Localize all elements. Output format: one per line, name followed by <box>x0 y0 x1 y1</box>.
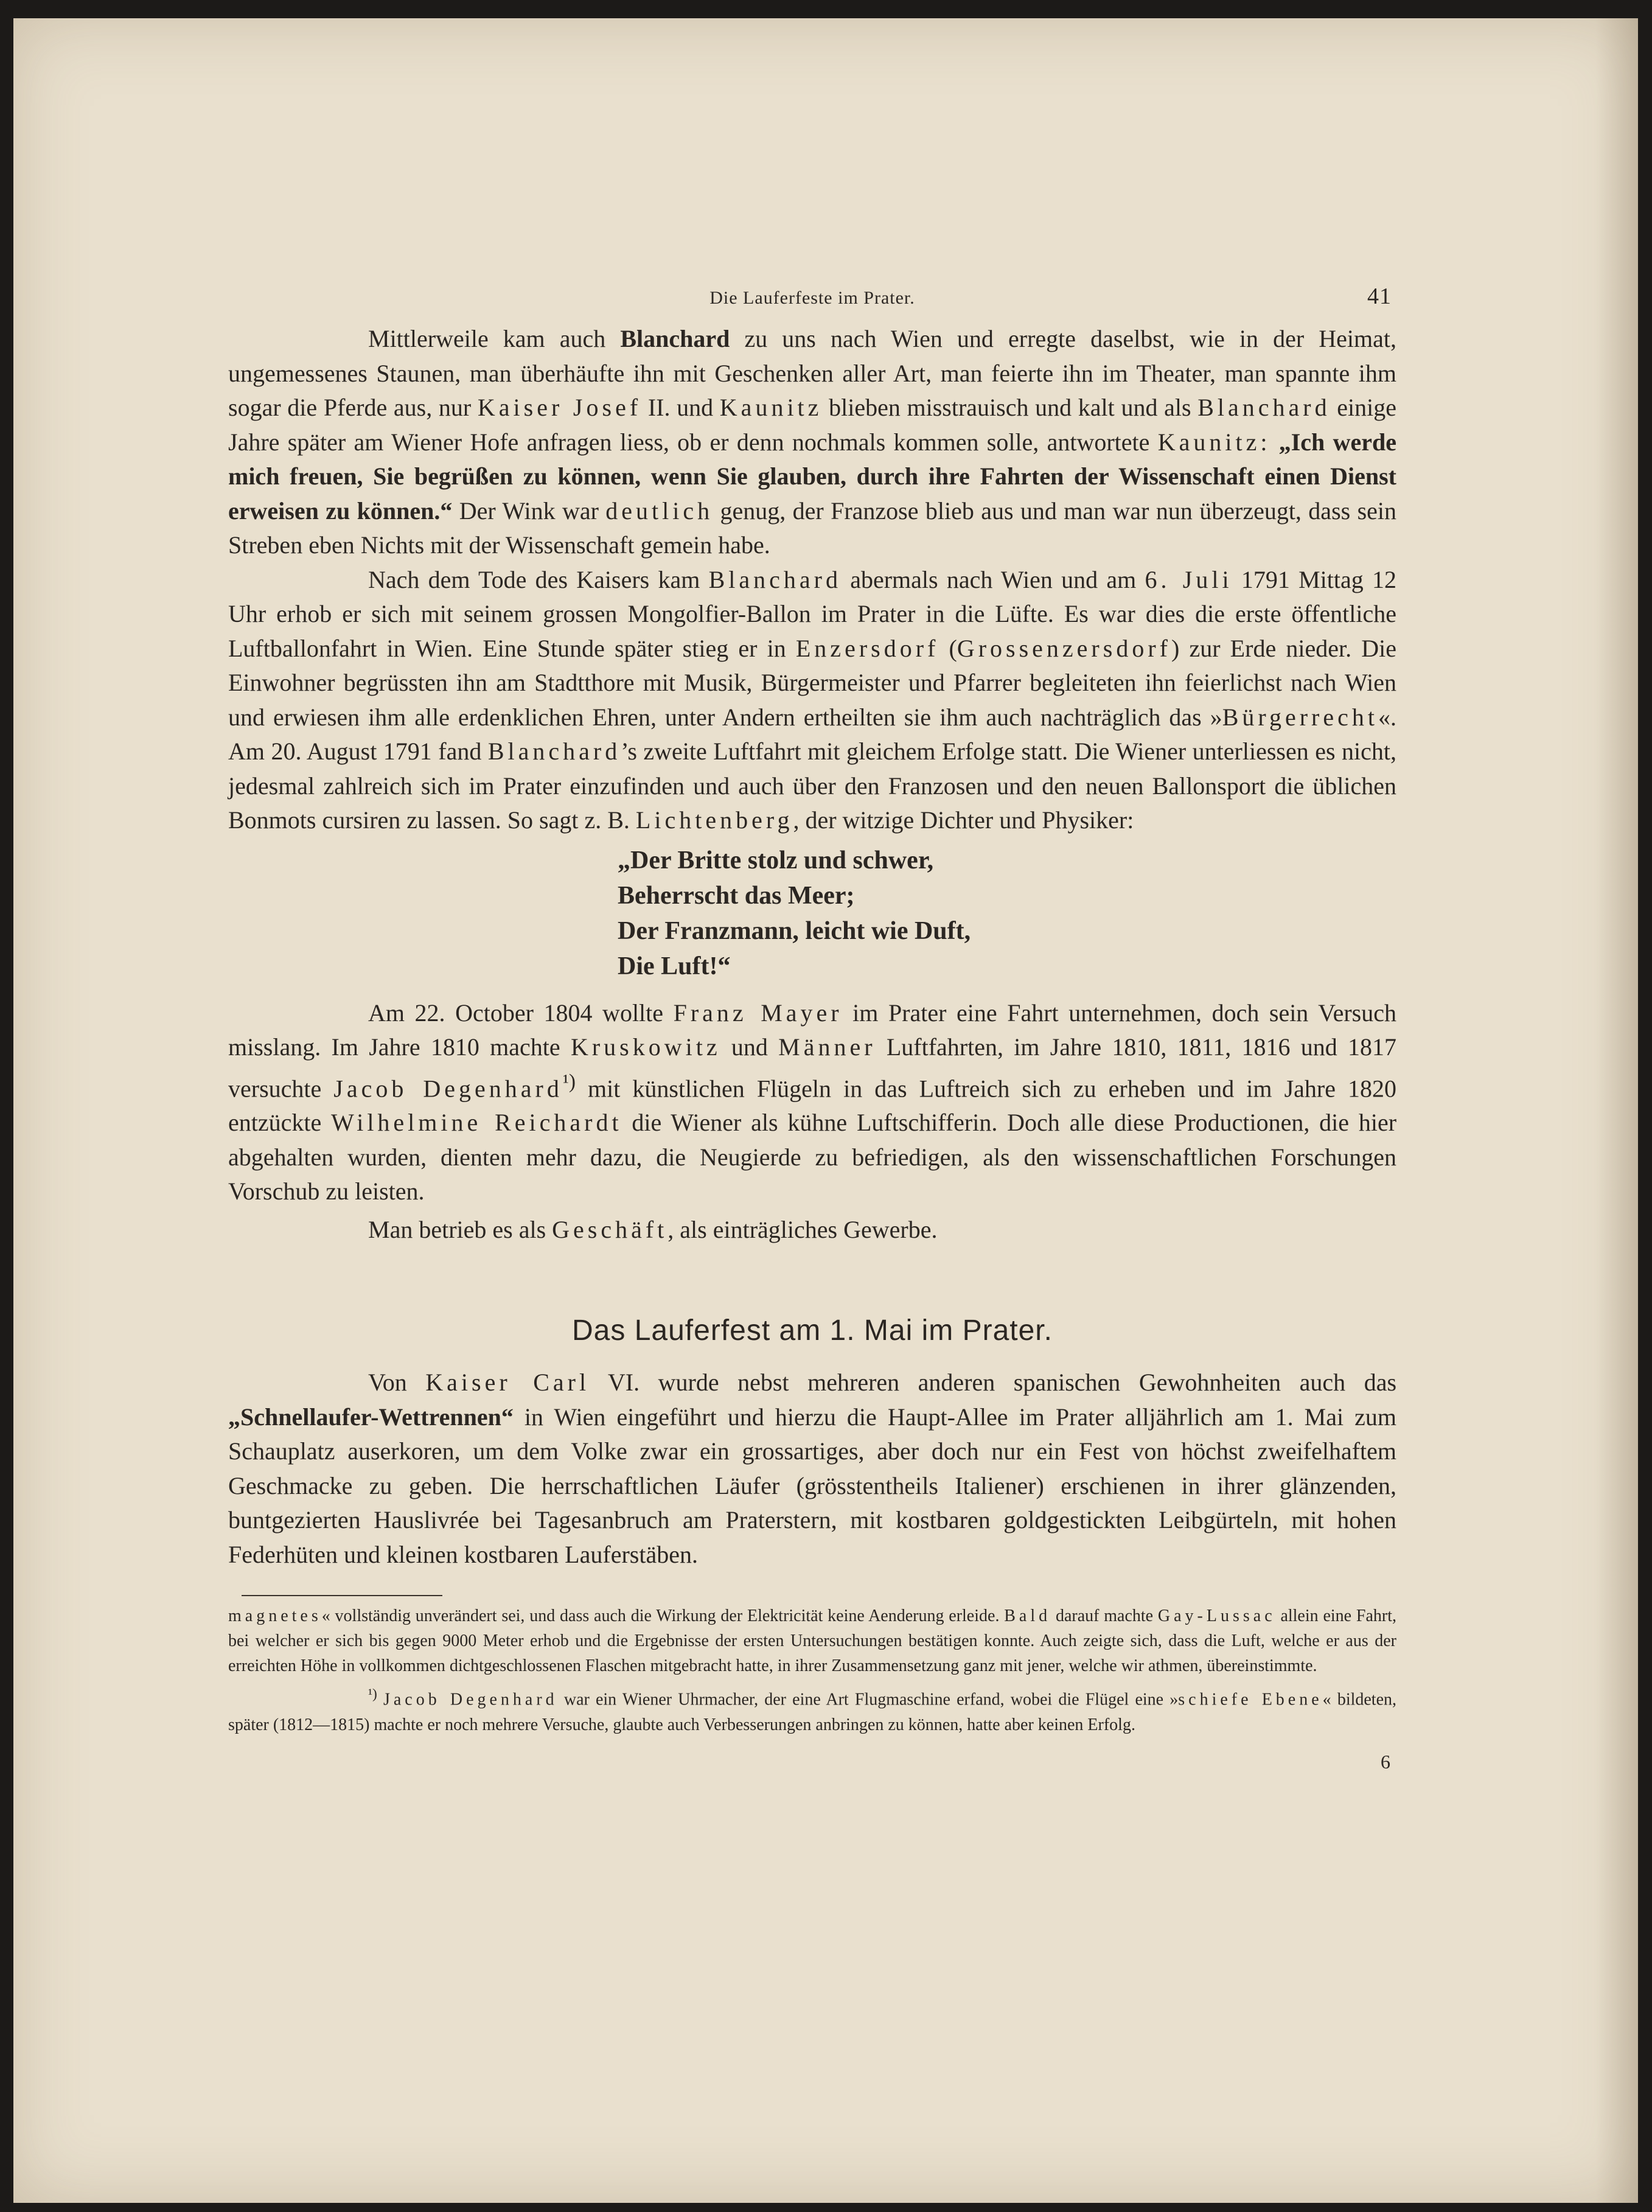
page-edge-shadow <box>1595 18 1638 2203</box>
word-buergerrecht: Bürgerrecht <box>1222 703 1378 731</box>
kaunitz-quote: „Ich werde mich freuen, Sie begrüßen zu können, wenn Sie glauben, durch ihre Fahrten der Wissenschaft einen Dienst erweisen zu können.“ <box>228 428 1396 525</box>
paragraph-later-flights: Am 22. October 1804 wollte Franz Mayer im Prater eine Fahrt unternehmen, doch sein Versuch misslang. Im Jahre 1810 machte Kruskowitz und Männer Luftfahrten, im Jahre 1810, 1811, 1816 und 1817 versuchte Jacob Degenhard$^{^1)}$ mit künstlichen Flügeln in das Luftreich sich zu erheben und im Jahre 1820 entzückte Wilhelmine Reichardt die Wiener als kühne Luftschifferin. Doch alle diese Productionen, die hier abgehalten wurden, dienten mehr dazu, die Neugierde zu befriedigen, als den wissenschaftlichen Forschungen Vorschub zu leisten. <box>228 999 1397 1205</box>
name-lichtenberg: Lichtenberg <box>635 806 793 834</box>
verse-line: „Der Britte stolz und schwer, <box>618 846 934 874</box>
name-kaiser-carl: Kaiser Carl <box>425 1369 590 1397</box>
footnote-rule <box>242 1595 442 1596</box>
page-content <box>228 283 1396 1773</box>
verse-line: Beherrscht das Meer; <box>618 881 855 910</box>
place-enzersdorf: Enzersdorf <box>795 634 939 662</box>
name-kaunitz-2: Kaunitz: <box>1157 428 1271 456</box>
name-kaiser-josef: Kaiser Josef <box>477 394 642 421</box>
word-schnelllaufer: „Schnellaufer-Wettrennen“ <box>228 1403 514 1431</box>
book-page <box>13 18 1638 2203</box>
name-jacob-degenhard: Jacob Degenhard <box>333 1074 563 1102</box>
paragraph-first-balloon-flight: Nach dem Tode des Kaisers kam Blanchard abermals nach Wien und am 6. Juli 1791 Mittag 12 Uhr erhob er sich mit seinem grossen Mongolfier-Ballon im Prater in die Lüfte. Es war dies die erste öffentliche Luftballonfahrt in Wien. Eine Stunde später stieg er in Enzersdorf (Grossenzersdorf) zur Erde nieder. Die Einwohner begrüssten ihn am Stadtthore mit Musik, Bürgermeister und Pfarrer begleiteten ihn feierlichst nach Wien und erwiesen ihm alle erdenklichen Ehren, unter Andern ertheilten sie ihm auch nachträglich das »Bürgerrecht«. Am 20. August 1791 fand Blanchard’s zweite Luftfahrt mit gleichem Erfolge statt. Die Wiener unterliessen es nicht, jedesmal zahlreich sich im Prater einzufinden und auch über den Franzosen und den neuen Ballonsport die üblichen Bonmots cursiren zu lassen. So sagt z. B. Lichtenberg, der witzige Dichter und Physiker: <box>228 565 1397 834</box>
running-head <box>228 283 1396 322</box>
name-wilhelmine-reichardt: Wilhelmine Reichardt <box>331 1109 622 1137</box>
page-number: 41 <box>1367 284 1392 309</box>
footnotes <box>228 1603 1396 1737</box>
paragraph-blanchard-vienna: Mittlerweile kam auch Blanchard zu uns nach Wien und erregte daselbst, wie in der Heimat, ungemessenes Staunen, man überhäufte ihn mit Geschenken aller Art, man feierte ihn im Theater, man spannte ihm sogar die Pferde aus, nur Kaiser Josef II. und Kaunitz blieben misstrauisch und kalt und als Blanchard einige Jahre später am Wiener Hofe anfragen liess, ob er denn nochmals kommen solle, antwortete Kaunitz: „Ich werde mich freuen, Sie begrüßen zu können, wenn Sie glauben, durch ihre Fahrten der Wissenschaft einen Dienst erweisen zu können.“ Der Wink war deutlich genug, der Franzose blieb aus und man war nun überzeugt, dass sein Streben eben Nichts mit der Wissenschaft gemein habe. <box>228 325 1397 559</box>
name-blanchard-2: Blanchard <box>487 738 621 765</box>
word-deutlich: deutlich <box>605 497 714 525</box>
running-title: Die Lauferfeste im Prater. <box>709 288 915 308</box>
footnote-ref: ¹) <box>562 1070 576 1093</box>
paragraph-lauferfest: Von Kaiser Carl VI. wurde nebst mehreren anderen spanischen Gewohnheiten auch das „Schnellaufer-Wettrennen“ in Wien eingeführt und hierzu die Haupt-Allee im Prater alljährlich am 1. Mai zum Schauplatz auserkoren, um dem Volke zwar ein grossartiges, aber doch nur ein Fest von höchst zweifelhaftem Geschmacke zu geben. Die herrschaftlichen Läufer (grösstentheils Italiener) erschienen in ihrer glänzenden, buntgezierten Hauslivrée bei Tagesanbruch am Praterstern, mit kostbaren goldgestickten Leibgürteln, mit hohen Federhüten und kleinen kostbaren Lauferstäben. <box>228 1369 1397 1568</box>
sheet-signature: 6 <box>1381 1750 1390 1773</box>
name-maenner: Männer <box>778 1033 876 1061</box>
section-heading: Das Lauferfest am 1. Mai im Prater. <box>572 1314 1053 1347</box>
name-kruskowitz: Kruskowitz <box>570 1033 721 1061</box>
word-schiefe-ebene: schiefe Ebene <box>1178 1690 1323 1709</box>
footnote-continuation: magnetes« vollständig unverändert sei, und dass auch die Wirkung der Elektricität keine Aenderung erleide. Bald darauf machte Gay-Lussac allein eine Fahrt, bei welcher er sich bis gegen 9000 Meter erhob und die Ergebnisse der ersten Untersuchungen bestätigen konnte. Auch zeigte sich, dass die Luft, welche er aus der erreichten Höhe in vollkommen dichtgeschlossenen Flaschen mitgebracht hatte, in ihrer Zusammensetzung ganz mit jener, welche wir athmen, übereinstimmte. <box>228 1607 1396 1676</box>
name-blanchard: Blanchard <box>1197 394 1331 421</box>
name-franz-mayer: Franz Mayer <box>673 999 843 1027</box>
verse-line: Der Franzmann, leicht wie Duft, <box>618 916 971 945</box>
date-july: 6. Juli <box>1145 565 1233 593</box>
name-jacob-degenhard: Jacob Degenhard <box>383 1690 558 1709</box>
word-geschaeft: Geschäft <box>552 1215 668 1243</box>
name-blanchard-fraktur: Blanchard <box>620 325 730 352</box>
verse-line: Die Luft!“ <box>618 952 731 980</box>
name-blanchard: Blanchard <box>708 565 842 593</box>
lichtenberg-verse <box>618 843 1396 984</box>
footnote-marker: ¹) <box>368 1686 377 1703</box>
place-grossenzersdorf: Grossenzersdorf <box>957 634 1171 662</box>
word-magnetes: magnetes <box>228 1607 322 1626</box>
name-gay-lussac: Gay-Lussac <box>1157 1607 1276 1626</box>
footnote-1: $^{^1)}$ Jacob Degenhard war ein Wiener Uhrmacher, der eine Art Flugmaschine erfand, wobei die Flügel eine »schiefe Ebene« bildeten, später (1812—1815) machte er noch mehrere Versuche, glaubte auch Verbesserungen anbringen zu können, hatte aber keinen Erfolg. <box>228 1686 1397 1734</box>
word-bald: Bald <box>1004 1607 1051 1626</box>
name-kaunitz: Kaunitz <box>719 394 823 421</box>
paragraph-business: Man betrieb es als Geschäft, als einträgliches Gewerbe. <box>368 1215 938 1243</box>
